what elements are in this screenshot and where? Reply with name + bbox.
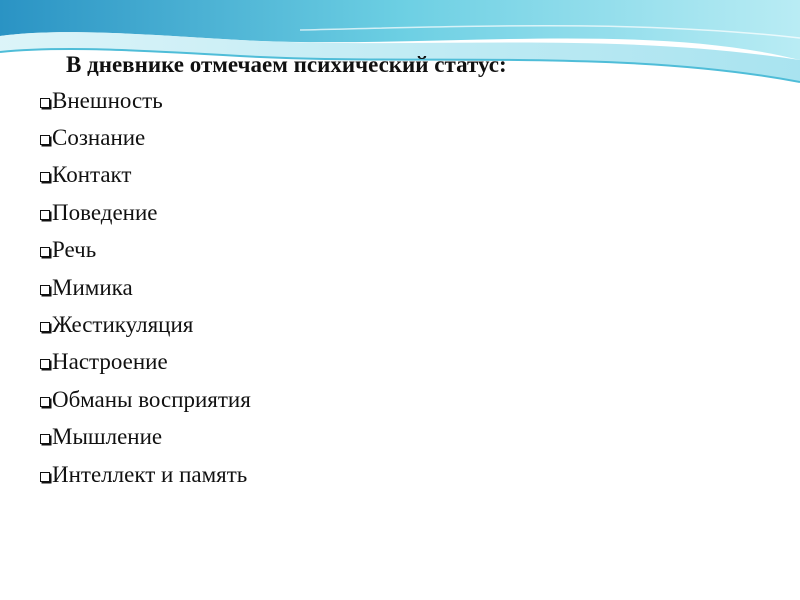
checkbox-square-icon bbox=[40, 359, 50, 369]
list-item-label: Сознание bbox=[52, 125, 146, 151]
checkbox-square-icon bbox=[40, 434, 50, 444]
checkbox-square-icon bbox=[40, 285, 50, 295]
list-item bbox=[40, 456, 780, 493]
list-item-label: Поведение bbox=[52, 199, 158, 225]
checkbox-square-icon bbox=[40, 397, 50, 407]
list-item-label: Речь bbox=[52, 237, 97, 263]
list-item-label: Интеллект и память bbox=[52, 461, 248, 487]
list-item bbox=[40, 157, 780, 194]
checkbox-square-icon bbox=[40, 322, 50, 332]
list-item-label: Настроение bbox=[52, 349, 168, 375]
checkbox-square-icon bbox=[40, 98, 50, 108]
list-item-label: Обманы восприятия bbox=[52, 386, 251, 412]
list-item-label: Мышление bbox=[52, 424, 163, 450]
checkbox-square-icon bbox=[40, 210, 50, 220]
list-item-label: Жестикуляция bbox=[52, 312, 194, 338]
slide-title: В дневнике отмечаем психический статус: bbox=[66, 52, 507, 77]
list-item bbox=[40, 306, 780, 343]
list-item-label: Внешность bbox=[52, 87, 163, 113]
status-list bbox=[40, 82, 780, 493]
list-item bbox=[40, 381, 780, 418]
list-item bbox=[40, 269, 780, 306]
list-item-label: Мимика bbox=[52, 274, 133, 300]
checkbox-square-icon bbox=[40, 472, 50, 482]
list-item bbox=[40, 82, 780, 119]
list-item bbox=[40, 344, 780, 381]
list-item-label: Контакт bbox=[52, 162, 132, 188]
slide-content bbox=[40, 50, 780, 493]
list-item bbox=[40, 119, 780, 156]
checkbox-square-icon bbox=[40, 135, 50, 145]
list-item bbox=[40, 232, 780, 269]
checkbox-square-icon bbox=[40, 247, 50, 257]
list-item bbox=[40, 419, 780, 456]
checkbox-square-icon bbox=[40, 172, 50, 182]
list-item bbox=[40, 194, 780, 231]
